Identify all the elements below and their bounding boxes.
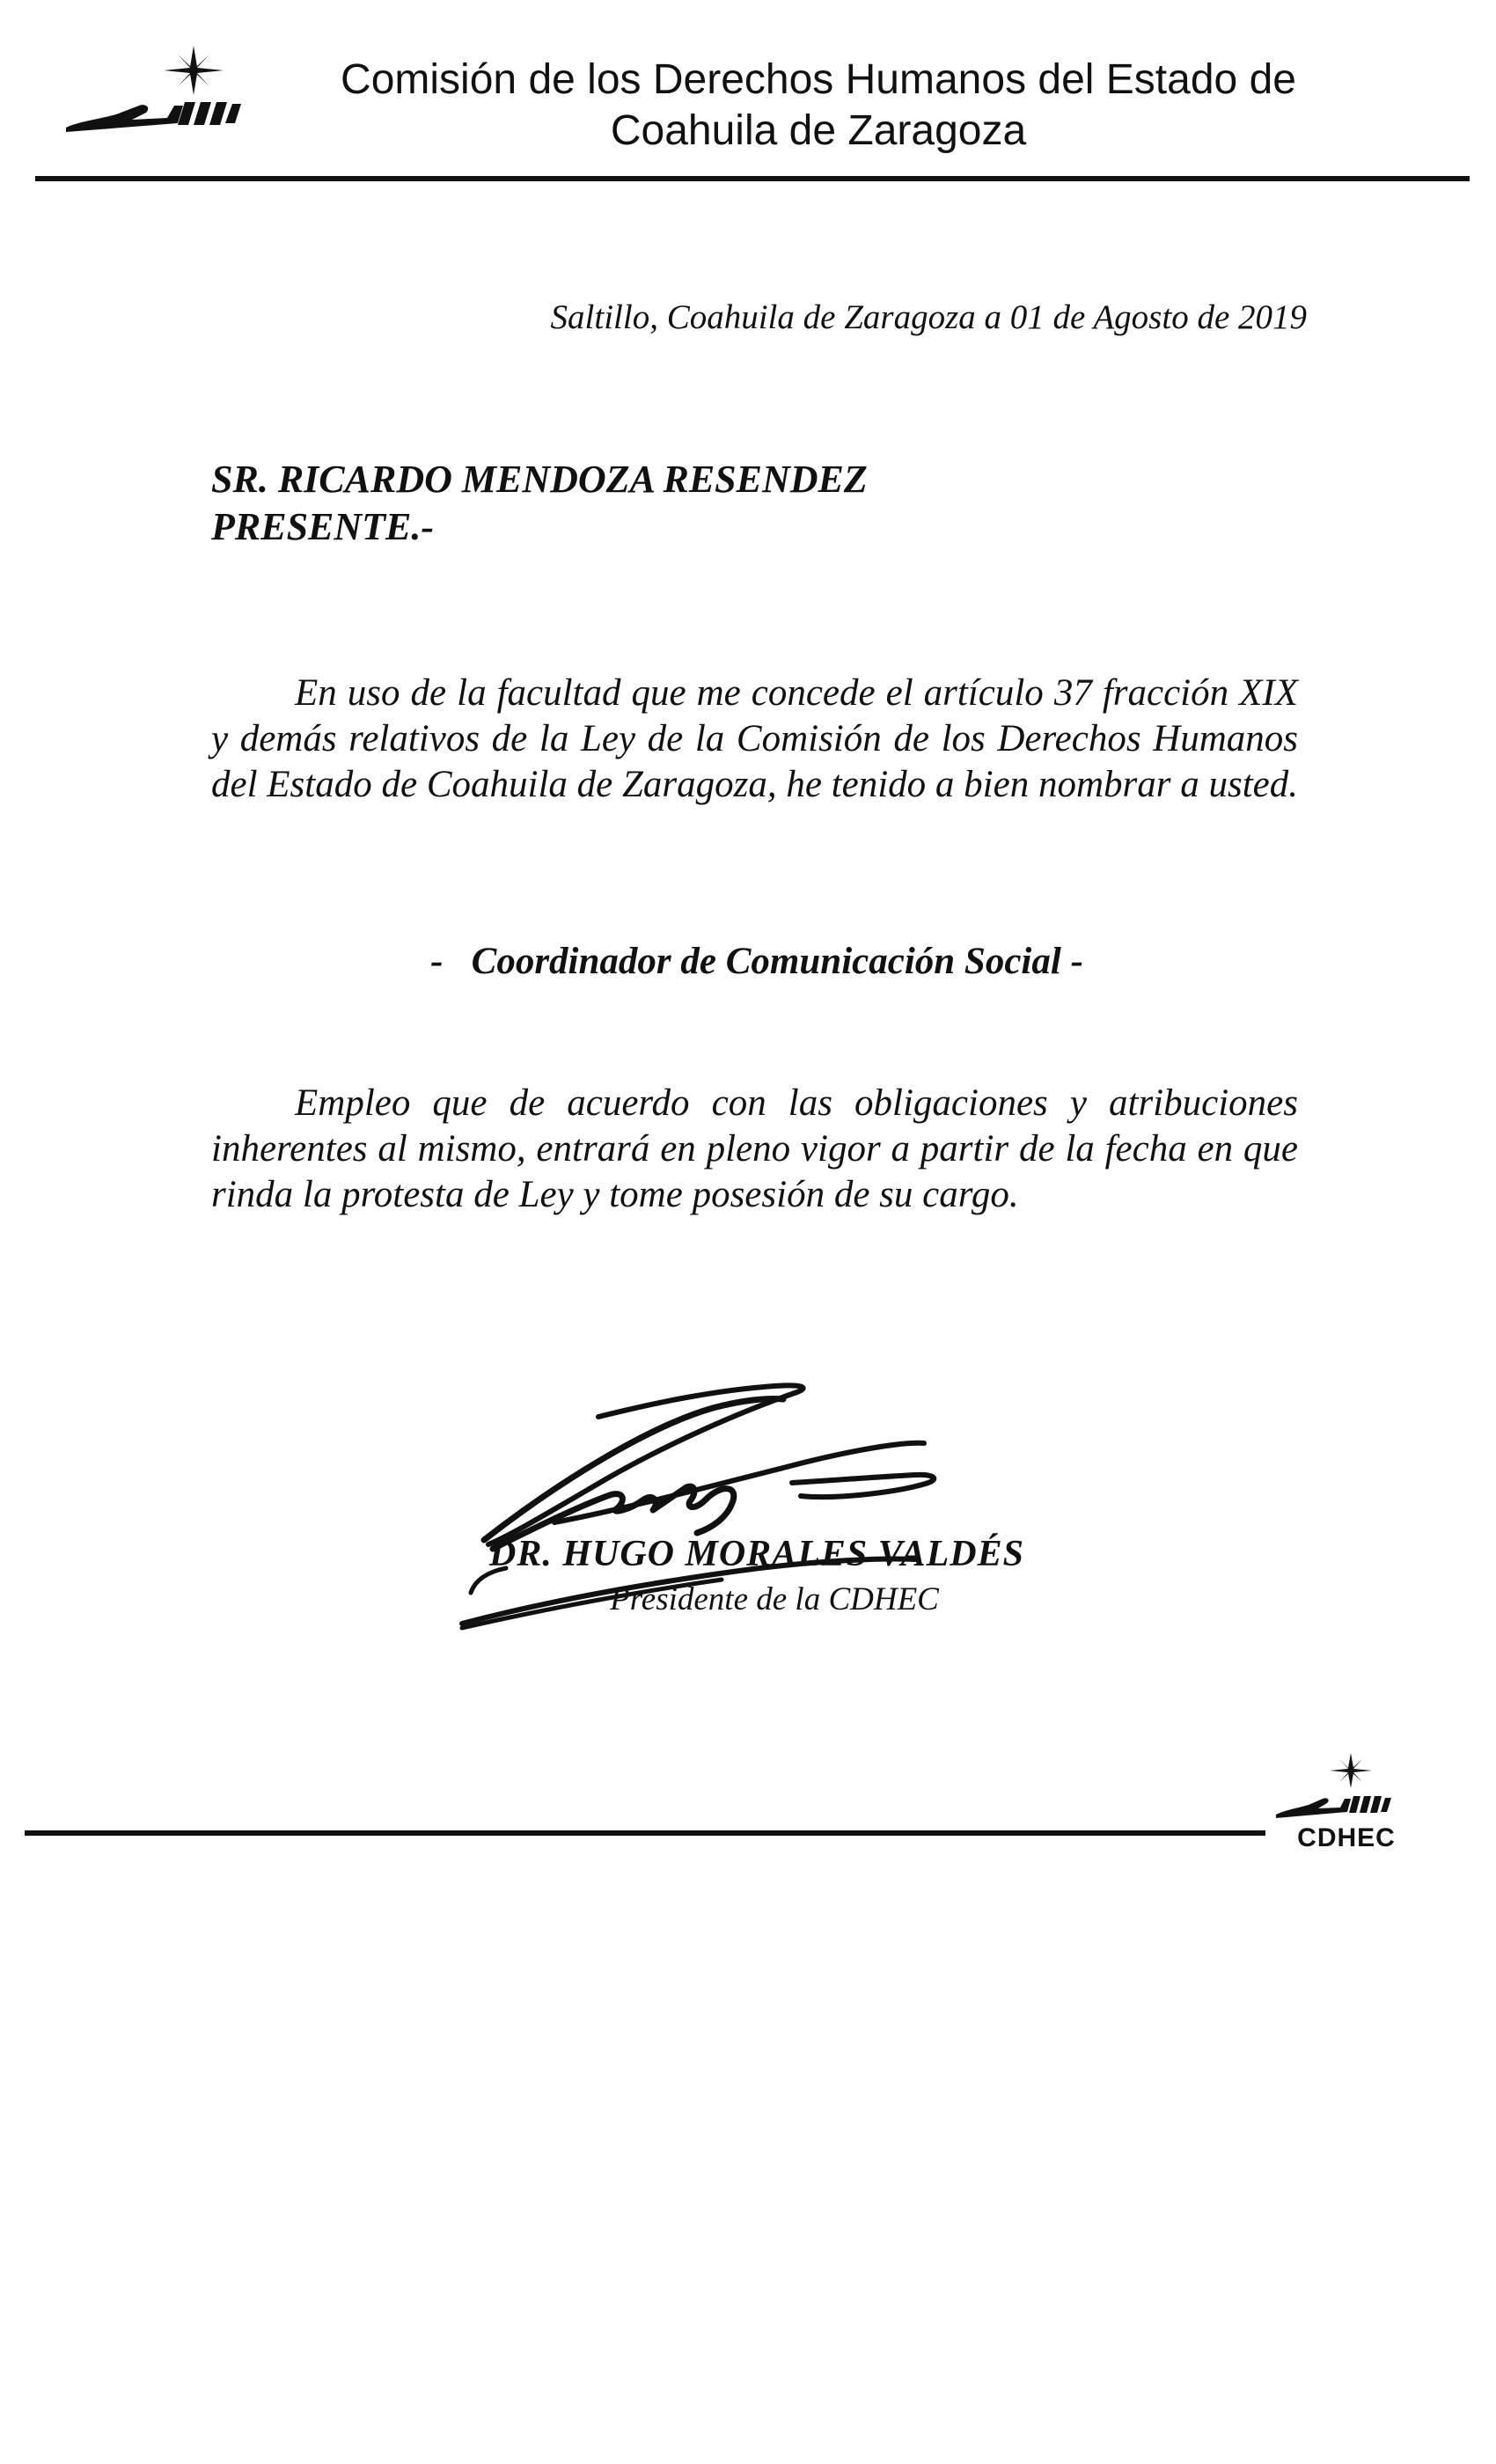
footer-logo-icon [1272, 1751, 1421, 1822]
recipient-name: SR. RICARDO MENDOZA RESENDEZ [211, 458, 868, 501]
footer-divider [25, 1830, 1265, 1836]
appointed-position: - Coordinador de Comunicación Social - [430, 941, 1083, 982]
signer-name: DR. HUGO MORALES VALDÉS [488, 1534, 1024, 1574]
body-paragraph-1: En uso de la facultad que me concede el artículo 37 fracción XIX y demás relativos de la Ley de la Comisión de los Derechos Humanos del Estado de Coahuila de Zaragoza, he tenido a bien nombrar a usted. [211, 672, 1298, 805]
footer-acronym: CDHEC [1297, 1823, 1396, 1852]
organization-title-line2: Coahuila de Zaragoza [610, 107, 1027, 154]
recipient-greeting: PRESENTE.- [211, 505, 435, 548]
signer-title: Presidente de la CDHEC [610, 1581, 939, 1617]
header-logo-icon [62, 44, 290, 141]
recipient-block [211, 456, 868, 551]
organization-title-line1: Comisión de los Derechos Humanos del Estado de [341, 56, 1296, 103]
header-divider [35, 176, 1470, 181]
organization-title [290, 55, 1346, 157]
body-paragraph-2: Empleo que de acuerdo con las obligaciones y atribuciones inherentes al mismo, entrará en pleno vigor a partir de la fecha en que rinda la protesta de Ley y tome posesión de su cargo. [211, 1082, 1298, 1215]
letter-date: Saltillo, Coahuila de Zaragoza a 01 de Agosto de 2019 [550, 298, 1307, 336]
